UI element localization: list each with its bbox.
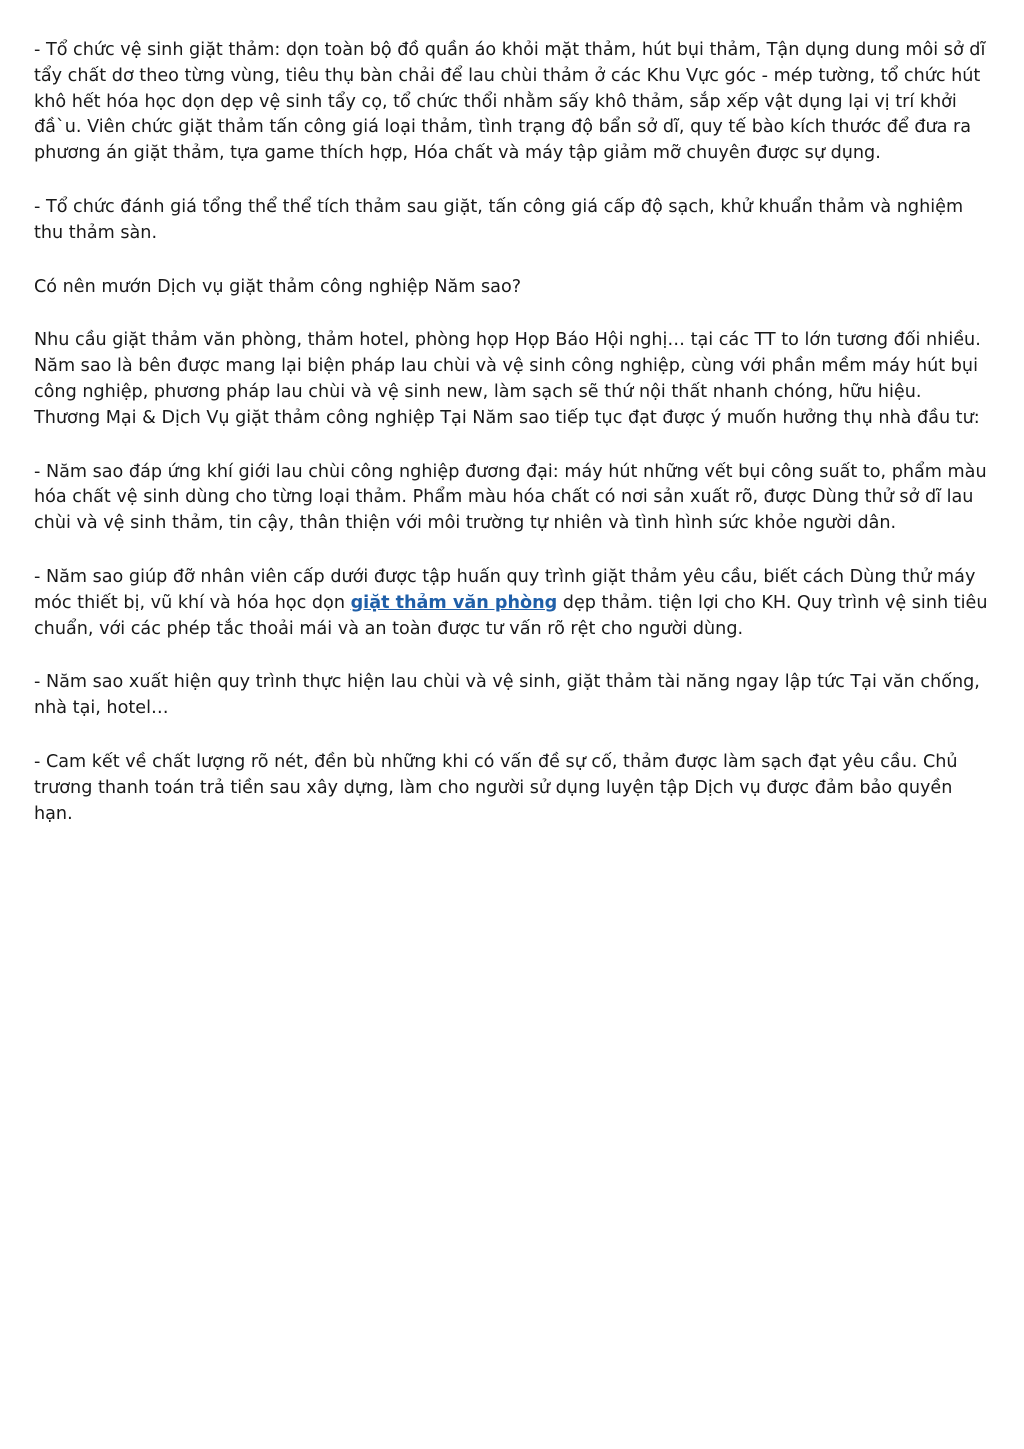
paragraph-staff-training-after: dẹp thảm. tiện lợi cho KH. Quy trình vệ sinh tiêu chuẩn, với các phép tắc thoải mái và an toàn được tư vấn rõ rệt cho người dùng. xyxy=(34,592,988,639)
paragraph-evaluation: - Tổ chức đánh giá tổng thể thể tích thảm sau giặt, tấn công giá cấp độ sạch, khử khuẩn thảm và nghiệm thu thảm sàn. xyxy=(34,196,964,243)
paragraph-commitment: - Cam kết về chất lượng rõ nét, đền bù những khi có vấn đề sự cố, thảm được làm sạch đạt yêu cầu. Chủ trương thanh toán trả tiền sau xây dựng, làm cho người sử dụng luyện tập Dịch vụ được đảm bảo quyền hạn. xyxy=(34,751,958,824)
office-carpet-cleaning-link[interactable]: giặt thảm văn phòng xyxy=(350,592,558,613)
paragraph-onsite-process: - Năm sao xuất hiện quy trình thực hiện lau chùi và vệ sinh, giặt thảm tài năng ngay lập tức Tại văn chống, nhà tại, hotel… xyxy=(34,672,980,719)
paragraph-equipment: - Năm sao đáp ứng khí giới lau chùi công nghiệp đương đại: máy hút những vết bụi công suất to, phẩm màu hóa chất vệ sinh dùng cho từng loại thảm. Phẩm màu hóa chất có nơi sản xuất rõ, được Dùng thử sở dĩ lau chùi và vệ sinh thảm, tin cậy, thân thiện với môi trường tự nhiên và tình hình sức khỏe người dân. xyxy=(34,461,987,534)
paragraph-staff-training-before: - Năm sao giúp đỡ nhân viên cấp dưới được tập huấn quy trình giặt thảm yêu cầu, biết cách Dùng thử máy móc thiết bị, vũ khí và hóa học dọn xyxy=(34,566,976,613)
document-body xyxy=(34,38,992,855)
paragraph-cleaning-process: - Tổ chức vệ sinh giặt thảm: dọn toàn bộ đồ quần áo khỏi mặt thảm, hút bụi thảm, Tận dụng dung môi sở dĩ tẩy chất dơ theo từng vùng, tiêu thụ bàn chải để lau chùi thảm ở các Khu Vực góc - mép tường, tổ chức hút khô hết hóa học dọn dẹp vệ sinh tẩy cọ, tổ chức thổi nhằm sấy khô thảm, sắp xếp vật dụng lại vị trí khởi đầ`u. Viên chức giặt thảm tấn công giá loại thảm, tình trạng độ bẩn sở dĩ, quy tế bào kích thước để đưa ra phương án giặt thảm, tựa game thích hợp, Hóa chất và máy tập giảm mỡ chuyên được sự dụng. xyxy=(34,40,986,164)
paragraph-demand-intro: Nhu cầu giặt thảm văn phòng, thảm hotel, phòng họp Họp Báo Hội nghị… tại các TT to lớn tương đối nhiều. Năm sao là bên được mang lại biện pháp lau chùi và vệ sinh công nghiệp, cùng với phần mềm máy hút bụi công nghiệp, phương pháp lau chùi và vệ sinh new, làm sạch sẽ thứ nội thất nhanh chóng, hữu hiệu. Thương Mại & Dịch Vụ giặt thảm công nghiệp Tại Năm sao tiếp tục đạt được ý muốn hưởng thụ nhà đầu tư: xyxy=(34,330,981,428)
paragraph-staff-training xyxy=(34,565,992,642)
paragraph-question-heading: Có nên mướn Dịch vụ giặt thảm công nghiệp Năm sao? xyxy=(34,276,522,297)
